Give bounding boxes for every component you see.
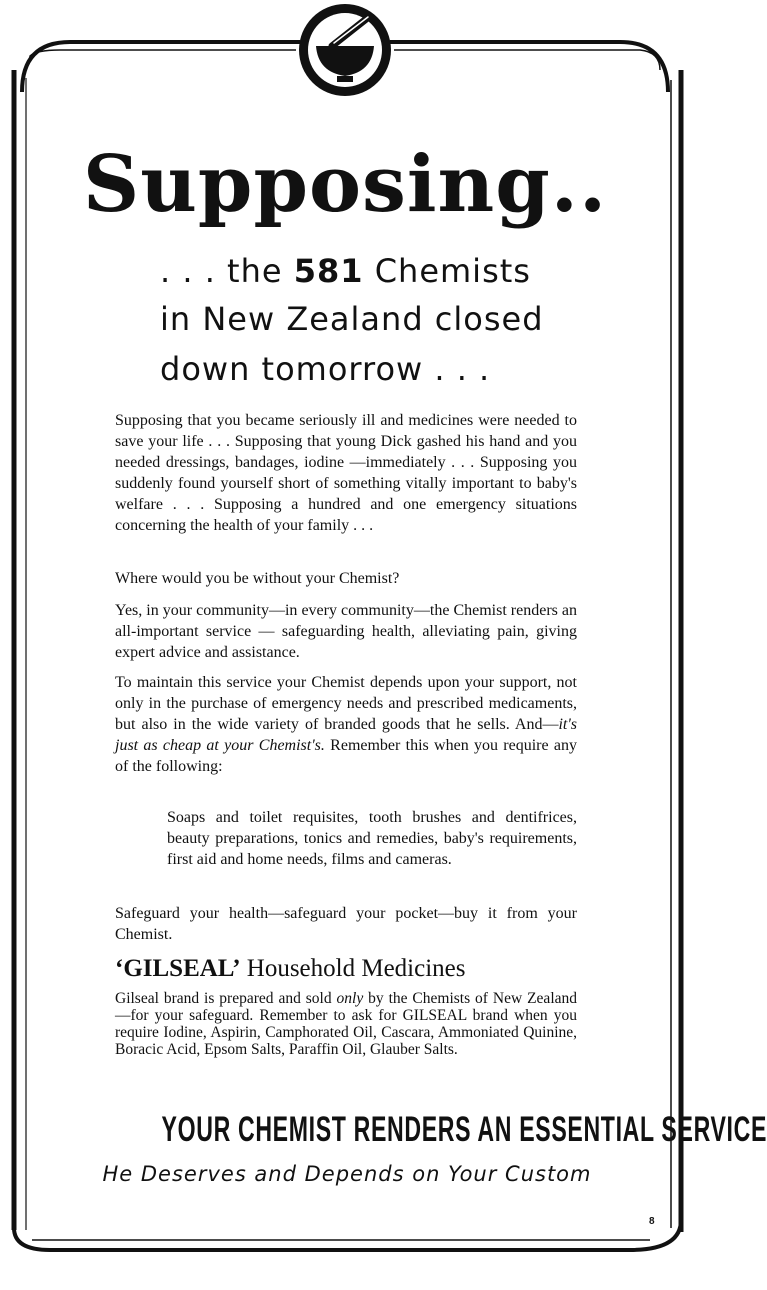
gilseal-text-end: by the Chemists of New Zealand—for your safeguard. Remember to ask for GILSEAL brand when you require Iodine, Aspirin, Camphorated Oil, Cascara, Ammoniated Quinine, Boracic Acid, Epsom Salts, Paraffin Oil, Glauber Salts. <box>115 990 578 1058</box>
subheadline-line-2: in New Zealand closed <box>160 300 544 338</box>
mortar-and-pestle-icon <box>299 4 391 96</box>
body-paragraph-6: Safeguard your health—safeguard your pocket—buy it from your Chemist. <box>115 905 577 943</box>
gilseal-heading <box>115 955 465 983</box>
body-paragraph-4 <box>115 672 577 777</box>
body-paragraph-1: Supposing that you became seriously ill and medicines were needed to save your life . . . Supposing that young Dick gashed his hand and you needed dressings, bandages, iodine —immediately . . . Supposing you suddenly found yourself short of something vitally important to baby's welfare . . . Supposing a hundred and one emergency situations concerning the health of your family . . . <box>115 412 577 534</box>
gilseal-brand: ‘GILSEAL’ <box>115 955 241 982</box>
chemist-count: 581 <box>293 252 364 290</box>
para4-end: Remember this when you require any of the following: <box>115 737 577 775</box>
body-paragraph-3: Yes, in your community—in every community—the Chemist renders an all-important service — safeguarding health, alleviating pain, giving expert advice and assistance. <box>115 602 577 661</box>
subheadline-suffix: Chemists <box>374 252 531 290</box>
subheadline-prefix: . . . the <box>160 252 283 290</box>
headline: Supposing.. <box>82 139 608 230</box>
gilseal-paragraph <box>115 990 577 1058</box>
gilseal-text-start: Gilseal brand is prepared and sold <box>115 990 337 1007</box>
body-paragraph-2: Where would you be without your Chemist? <box>115 570 400 587</box>
footer-slogan: YOUR CHEMIST RENDERS AN ESSENTIAL SERVICE <box>161 1110 767 1149</box>
page-number: 8 <box>649 1216 655 1227</box>
goods-list-paragraph: Soaps and toilet requisites, tooth brushes and dentifrices, beauty preparations, tonics and remedies, baby's requirements, first aid and home needs, films and cameras. <box>167 809 577 868</box>
subheadline-line-1 <box>160 252 531 290</box>
gilseal-title-rest: Household Medicines <box>246 955 466 982</box>
para4-italic: it's just as cheap at your Chemist's. <box>115 716 577 754</box>
footer-tagline: He Deserves and Depends on Your Custom <box>102 1162 592 1186</box>
gilseal-text-italic: only <box>336 990 364 1007</box>
subheadline-line-3: down tomorrow . . . <box>160 350 491 388</box>
para4-start: To maintain this service your Chemist depends upon your support, not only in the purchase of emergency needs and prescribed medicaments, but also in the wide variety of branded goods that he sells. And— <box>115 674 577 733</box>
